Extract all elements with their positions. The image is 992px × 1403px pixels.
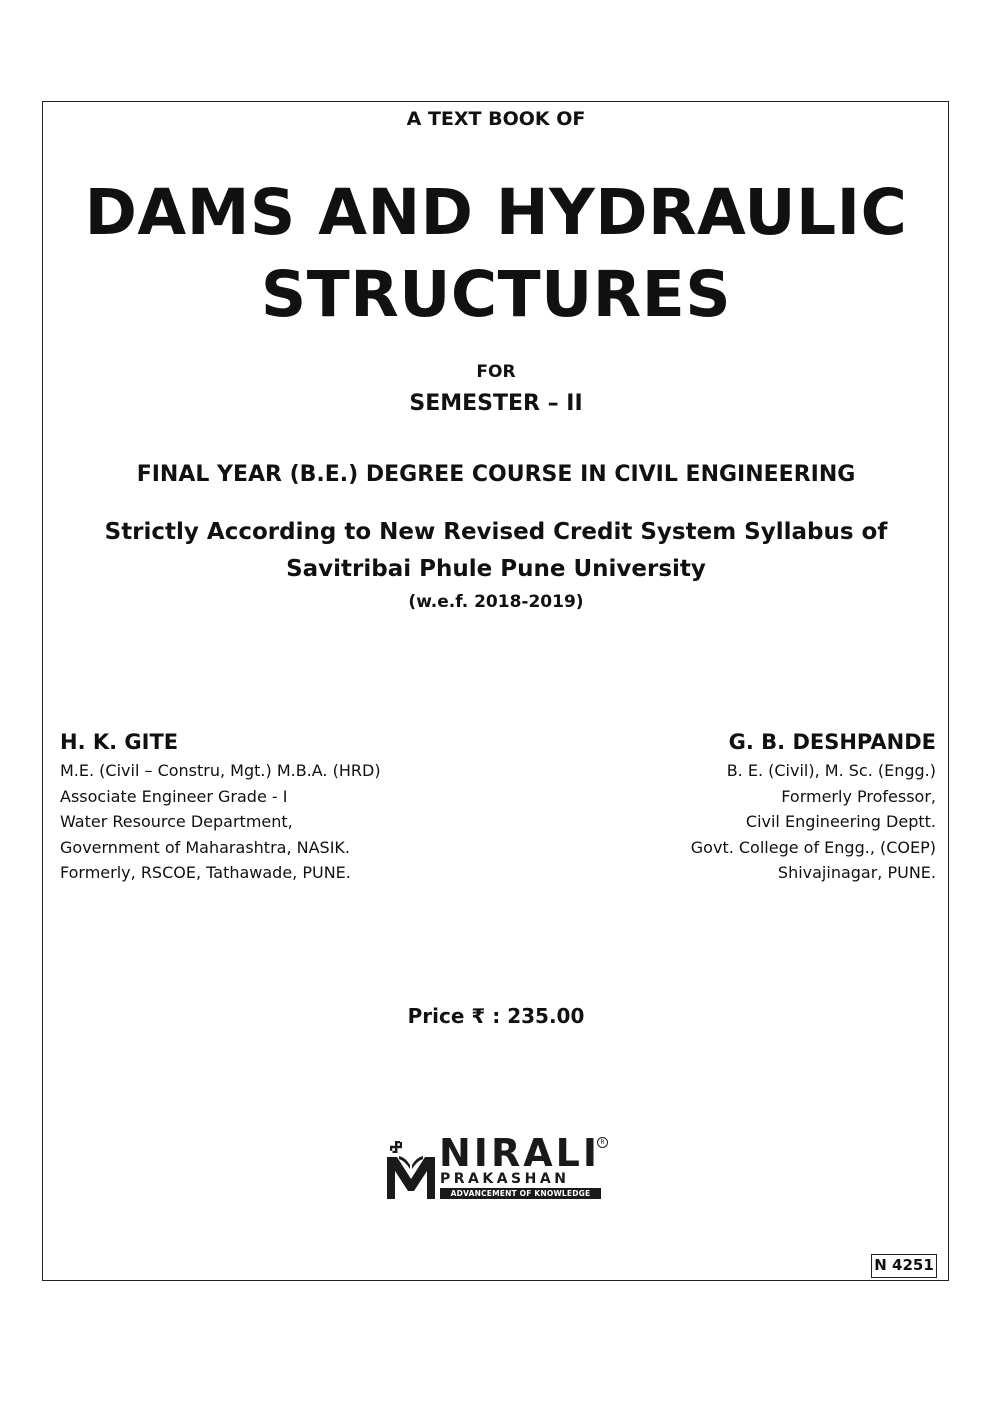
book-title — [0, 172, 992, 336]
author-right-line: Formerly Professor, — [781, 786, 936, 806]
registered-mark-icon: R — [597, 1137, 608, 1148]
course-label: FINAL YEAR (B.E.) DEGREE COURSE IN CIVIL ENGINEERING — [136, 462, 856, 487]
syllabus-statement — [0, 514, 992, 588]
publisher-logo — [383, 1131, 611, 1203]
author-left-line: Formerly, RSCOE, Tathawade, PUNE. — [60, 863, 351, 882]
publisher-emblem-icon — [383, 1139, 439, 1201]
author-right — [691, 728, 936, 886]
for-label: FOR — [476, 362, 516, 382]
author-right-line: Shivajinagar, PUNE. — [777, 863, 936, 882]
author-left-line: Associate Engineer Grade - I — [60, 786, 288, 806]
author-right-line: Civil Engineering Deptt. — [745, 812, 936, 831]
author-left-line: M.E. (Civil – Constru, Mgt.) M.B.A. (HRD) — [60, 761, 381, 780]
book-title-line-2: STRUCTURES — [260, 258, 732, 331]
syllabus-line-1: Strictly According to New Revised Credit System Syllabus of — [104, 519, 888, 545]
publisher-subname: PRAKASHAN — [440, 1171, 570, 1187]
author-right-line: Govt. College of Engg., (COEP) — [690, 837, 936, 857]
effective-year: (w.e.f. 2018-2019) — [408, 592, 584, 612]
author-left-line: Government of Maharashtra, NASIK. — [60, 837, 350, 857]
book-title-line-1: DAMS AND HYDRAULIC — [84, 176, 908, 249]
price-label: Price ₹ : 235.00 — [407, 1004, 585, 1028]
semester-label: SEMESTER – II — [409, 391, 583, 416]
author-right-name: G. B. DESHPANDE — [728, 730, 936, 754]
author-left — [60, 728, 381, 886]
publisher-tagline: ADVANCEMENT OF KNOWLEDGE — [440, 1188, 601, 1199]
author-left-line: Water Resource Department, — [60, 812, 293, 831]
author-right-line: B. E. (Civil), M. Sc. (Engg.) — [726, 761, 936, 780]
book-type-label: A TEXT BOOK OF — [406, 108, 586, 130]
syllabus-line-2: Savitribai Phule Pune University — [286, 556, 706, 582]
author-left-name: H. K. GITE — [60, 730, 179, 754]
publisher-name: NIRALI — [439, 1131, 600, 1175]
book-code: N 4251 — [871, 1254, 937, 1278]
